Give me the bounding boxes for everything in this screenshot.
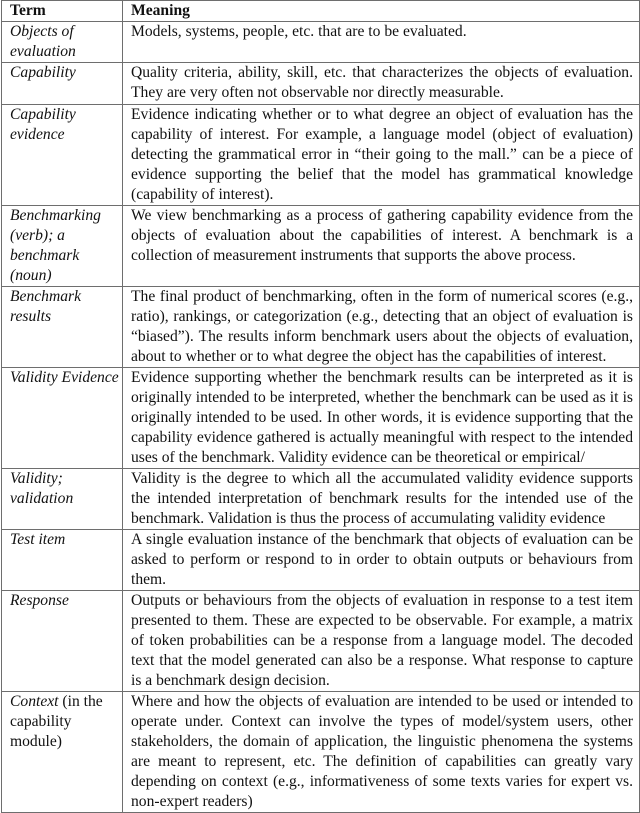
term-cell [2,591,123,692]
term-cell [2,105,123,206]
term-text: Capability [10,64,76,81]
table-row [2,692,640,813]
meaning-cell: We view benchmarking as a process of gathering capability evidence from the objects of evaluation about the capabilities of interest. A benchmark is a collection of measurement instruments that supports the above process. [123,206,640,287]
term-cell [2,530,123,591]
term-cell [2,22,123,63]
table-row [2,63,640,105]
term-text: Capability evidence [10,106,76,143]
term-text: Test item [10,531,66,548]
meaning-cell: Validity is the degree to which all the accumulated validity evidence supports the intended interpretation of benchmark results for the intended use of the benchmark. Validation is thus the process of accumulating validity evidence [123,469,640,530]
meaning-cell: Evidence indicating whether or to what degree an object of evaluation has the capability of interest. For example, a language model (object of evaluation) detecting the grammatical error in “their going to the mall.” can be a piece of evidence supporting the belief that the model has grammatical knowledge (capability of interest). [123,105,640,206]
table-row [2,206,640,287]
term-cell [2,63,123,105]
meaning-cell: A single evaluation instance of the benchmark that objects of evaluation can be asked to perform or respond to in order to obtain outputs or behaviours from them. [123,530,640,591]
term-qualifier: (in the capability module) [10,693,103,750]
table-row [2,105,640,206]
header-row [2,1,640,22]
table-row [2,591,640,692]
term-cell [2,206,123,287]
term-text: Validity; validation [10,470,74,507]
term-text: Objects of evaluation [10,23,76,60]
term-cell [2,692,123,813]
term-cell [2,469,123,530]
term-text: Response [10,592,69,609]
header-term: Term [2,1,123,22]
term-cell [2,368,123,469]
glossary-table [1,0,640,813]
table-row [2,368,640,469]
meaning-cell: Where and how the objects of evaluation are intended to be used or intended to operate under. Context can involve the types of model/system users, other stakeholders, the domain of application, the linguistic phenomena the systems are meant to represent, etc. The definition of capabilities can greatly vary depending on context (e.g., informativeness of some texts varies for expert vs. non-expert readers) [123,692,640,813]
term-cell [2,287,123,368]
term-text: Benchmark results [10,288,82,325]
term-text: Context [10,693,59,710]
meaning-cell: Evidence supporting whether the benchmark results can be interpreted as it is originally intended to be interpreted, whether the benchmark can be used as it is originally intended to be used. In other words, it is evidence supporting that the capability evidence gathered is actually meaningful with respect to the intended uses of the benchmark. Validity evidence can be theoretical or empirical/ [123,368,640,469]
table-row [2,530,640,591]
meaning-cell: The final product of benchmarking, often in the form of numerical scores (e.g., ratio), rankings, or categorization (e.g., detecting that an object of evaluation is “biased”). The results inform benchmark users about the objects of evaluation, about to whether or to what degree the object has the capabilities of interest. [123,287,640,368]
meaning-cell: Outputs or behaviours from the objects of evaluation in response to a test item presented to them. These are expected to be observable. For example, a matrix of token probabilities can be a response from a language model. The decoded text that the model generated can also be a response. What response to capture is a benchmark design decision. [123,591,640,692]
table-row [2,469,640,530]
table-row [2,22,640,63]
meaning-cell: Models, systems, people, etc. that are to be evaluated. [123,22,640,63]
term-text: Validity Evidence [10,369,119,386]
table-row [2,287,640,368]
term-text: Benchmarking (verb); a benchmark (noun) [10,207,101,284]
meaning-cell: Quality criteria, ability, skill, etc. that characterizes the objects of evaluation. They are very often not observable nor directly measurable. [123,63,640,105]
header-meaning: Meaning [123,1,640,22]
